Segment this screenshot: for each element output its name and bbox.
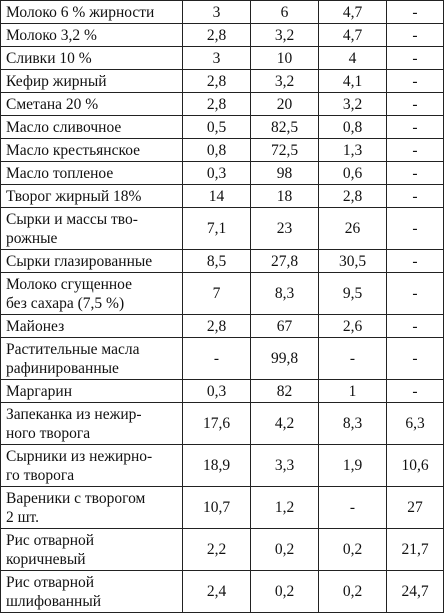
product-name-line: го творога xyxy=(6,466,75,484)
product-name-cell xyxy=(1,529,183,571)
value-cell: 10,7 xyxy=(183,487,251,529)
value-cell: 0,2 xyxy=(319,571,387,613)
value-cell: 0,3 xyxy=(183,380,251,403)
value-cell: 8,3 xyxy=(319,403,387,445)
table-row xyxy=(1,93,444,116)
table-row xyxy=(1,338,444,380)
value-cell: 2,8 xyxy=(183,315,251,338)
table-row xyxy=(1,571,444,613)
table-row xyxy=(1,445,444,487)
value-cell: 1,9 xyxy=(319,445,387,487)
value-cell: 17,6 xyxy=(183,403,251,445)
product-name-line: Запеканка из нежир- xyxy=(6,405,142,423)
value-cell: 14 xyxy=(183,185,251,208)
value-cell: 18 xyxy=(251,185,319,208)
value-cell: 2,8 xyxy=(319,185,387,208)
value-cell: 3,2 xyxy=(251,24,319,47)
value-cell: 82 xyxy=(251,380,319,403)
table-row xyxy=(1,487,444,529)
value-cell: - xyxy=(387,1,444,24)
product-name-line: 2 шт. xyxy=(6,508,40,526)
product-name-line: Рис отварной xyxy=(6,573,95,591)
product-name-cell xyxy=(1,403,183,445)
value-cell: - xyxy=(387,315,444,338)
product-name-cell: Кефир жирный xyxy=(1,70,183,93)
product-name-line: коричневый xyxy=(6,550,86,568)
value-cell: 98 xyxy=(251,162,319,185)
table-row xyxy=(1,47,444,70)
product-name-line: шлифованный xyxy=(6,592,102,610)
value-cell: 8,3 xyxy=(251,273,319,315)
value-cell: 0,8 xyxy=(183,139,251,162)
table-row xyxy=(1,250,444,273)
value-cell: 2,4 xyxy=(183,571,251,613)
product-name-cell xyxy=(1,273,183,315)
table-row xyxy=(1,139,444,162)
value-cell: 4,1 xyxy=(319,70,387,93)
value-cell: - xyxy=(387,273,444,315)
product-name-cell: Масло топленое xyxy=(1,162,183,185)
value-cell: - xyxy=(387,70,444,93)
value-cell: - xyxy=(387,185,444,208)
value-cell: 4,2 xyxy=(251,403,319,445)
product-name-line: Рис отварной xyxy=(6,531,95,549)
table-row xyxy=(1,380,444,403)
table-row xyxy=(1,24,444,47)
value-cell: 3 xyxy=(183,47,251,70)
value-cell: 10 xyxy=(251,47,319,70)
value-cell: 4,7 xyxy=(319,1,387,24)
value-cell: - xyxy=(183,338,251,380)
value-cell: 72,5 xyxy=(251,139,319,162)
table-row xyxy=(1,403,444,445)
value-cell: 8,5 xyxy=(183,250,251,273)
value-cell: 1,2 xyxy=(251,487,319,529)
product-name-line: Вареники с творогом xyxy=(6,489,146,507)
value-cell: - xyxy=(319,487,387,529)
value-cell: 2,8 xyxy=(183,70,251,93)
value-cell: 67 xyxy=(251,315,319,338)
value-cell: 0,8 xyxy=(319,116,387,139)
product-name-line: без сахара (7,5 %) xyxy=(6,294,125,312)
product-name-line: Растительные масла xyxy=(6,340,140,358)
product-name-line: ного творога xyxy=(6,424,91,442)
table-row xyxy=(1,162,444,185)
value-cell: 1 xyxy=(319,380,387,403)
product-name-cell: Маргарин xyxy=(1,380,183,403)
value-cell: 3 xyxy=(183,1,251,24)
value-cell: 6,3 xyxy=(387,403,444,445)
value-cell: - xyxy=(387,24,444,47)
value-cell: 0,2 xyxy=(251,529,319,571)
value-cell: 27 xyxy=(387,487,444,529)
product-name-cell: Майонез xyxy=(1,315,183,338)
table-row xyxy=(1,273,444,315)
value-cell: 2,8 xyxy=(183,93,251,116)
table-row xyxy=(1,315,444,338)
value-cell: 99,8 xyxy=(251,338,319,380)
value-cell: 0,5 xyxy=(183,116,251,139)
value-cell: 27,8 xyxy=(251,250,319,273)
value-cell: 26 xyxy=(319,208,387,250)
value-cell: 0,2 xyxy=(251,571,319,613)
product-name-cell: Сливки 10 % xyxy=(1,47,183,70)
value-cell: 20 xyxy=(251,93,319,116)
product-name-cell xyxy=(1,445,183,487)
product-name-cell xyxy=(1,338,183,380)
value-cell: 30,5 xyxy=(319,250,387,273)
value-cell: 24,7 xyxy=(387,571,444,613)
value-cell: 7 xyxy=(183,273,251,315)
value-cell: - xyxy=(319,338,387,380)
product-name-cell: Молоко 6 % жирности xyxy=(1,1,183,24)
product-name-cell: Масло сливочное xyxy=(1,116,183,139)
product-name-line: рожные xyxy=(6,229,58,247)
value-cell: 0,6 xyxy=(319,162,387,185)
value-cell: - xyxy=(387,47,444,70)
product-name-cell: Творог жирный 18% xyxy=(1,185,183,208)
product-name-cell: Сырки глазированные xyxy=(1,250,183,273)
value-cell: - xyxy=(387,338,444,380)
value-cell: 23 xyxy=(251,208,319,250)
value-cell: 3,2 xyxy=(251,70,319,93)
value-cell: 2,6 xyxy=(319,315,387,338)
value-cell: 4,7 xyxy=(319,24,387,47)
value-cell: 82,5 xyxy=(251,116,319,139)
value-cell: - xyxy=(387,208,444,250)
product-name-cell xyxy=(1,571,183,613)
value-cell: 7,1 xyxy=(183,208,251,250)
table-row xyxy=(1,1,444,24)
table-row xyxy=(1,529,444,571)
table-row xyxy=(1,70,444,93)
product-name-line: рафинированные xyxy=(6,359,119,377)
value-cell: 6 xyxy=(251,1,319,24)
table-row xyxy=(1,185,444,208)
product-name-cell xyxy=(1,487,183,529)
value-cell: 2,2 xyxy=(183,529,251,571)
value-cell: 9,5 xyxy=(319,273,387,315)
value-cell: 2,8 xyxy=(183,24,251,47)
value-cell: 18,9 xyxy=(183,445,251,487)
value-cell: 1,3 xyxy=(319,139,387,162)
value-cell: 21,7 xyxy=(387,529,444,571)
value-cell: 10,6 xyxy=(387,445,444,487)
product-name-cell xyxy=(1,208,183,250)
product-name-line: Сырники из нежирно- xyxy=(6,447,153,465)
product-name-line: Молоко сгущенное xyxy=(6,275,133,293)
table-row xyxy=(1,208,444,250)
value-cell: - xyxy=(387,162,444,185)
value-cell: - xyxy=(387,93,444,116)
product-name-cell: Масло крестьянское xyxy=(1,139,183,162)
value-cell: - xyxy=(387,380,444,403)
value-cell: 0,3 xyxy=(183,162,251,185)
product-name-cell: Молоко 3,2 % xyxy=(1,24,183,47)
value-cell: - xyxy=(387,116,444,139)
value-cell: 3,3 xyxy=(251,445,319,487)
value-cell: 3,2 xyxy=(319,93,387,116)
product-name-cell: Сметана 20 % xyxy=(1,93,183,116)
table-row xyxy=(1,116,444,139)
value-cell: - xyxy=(387,139,444,162)
value-cell: 0,2 xyxy=(319,529,387,571)
product-name-line: Сырки и массы тво- xyxy=(6,210,138,228)
value-cell: 4 xyxy=(319,47,387,70)
value-cell: - xyxy=(387,250,444,273)
